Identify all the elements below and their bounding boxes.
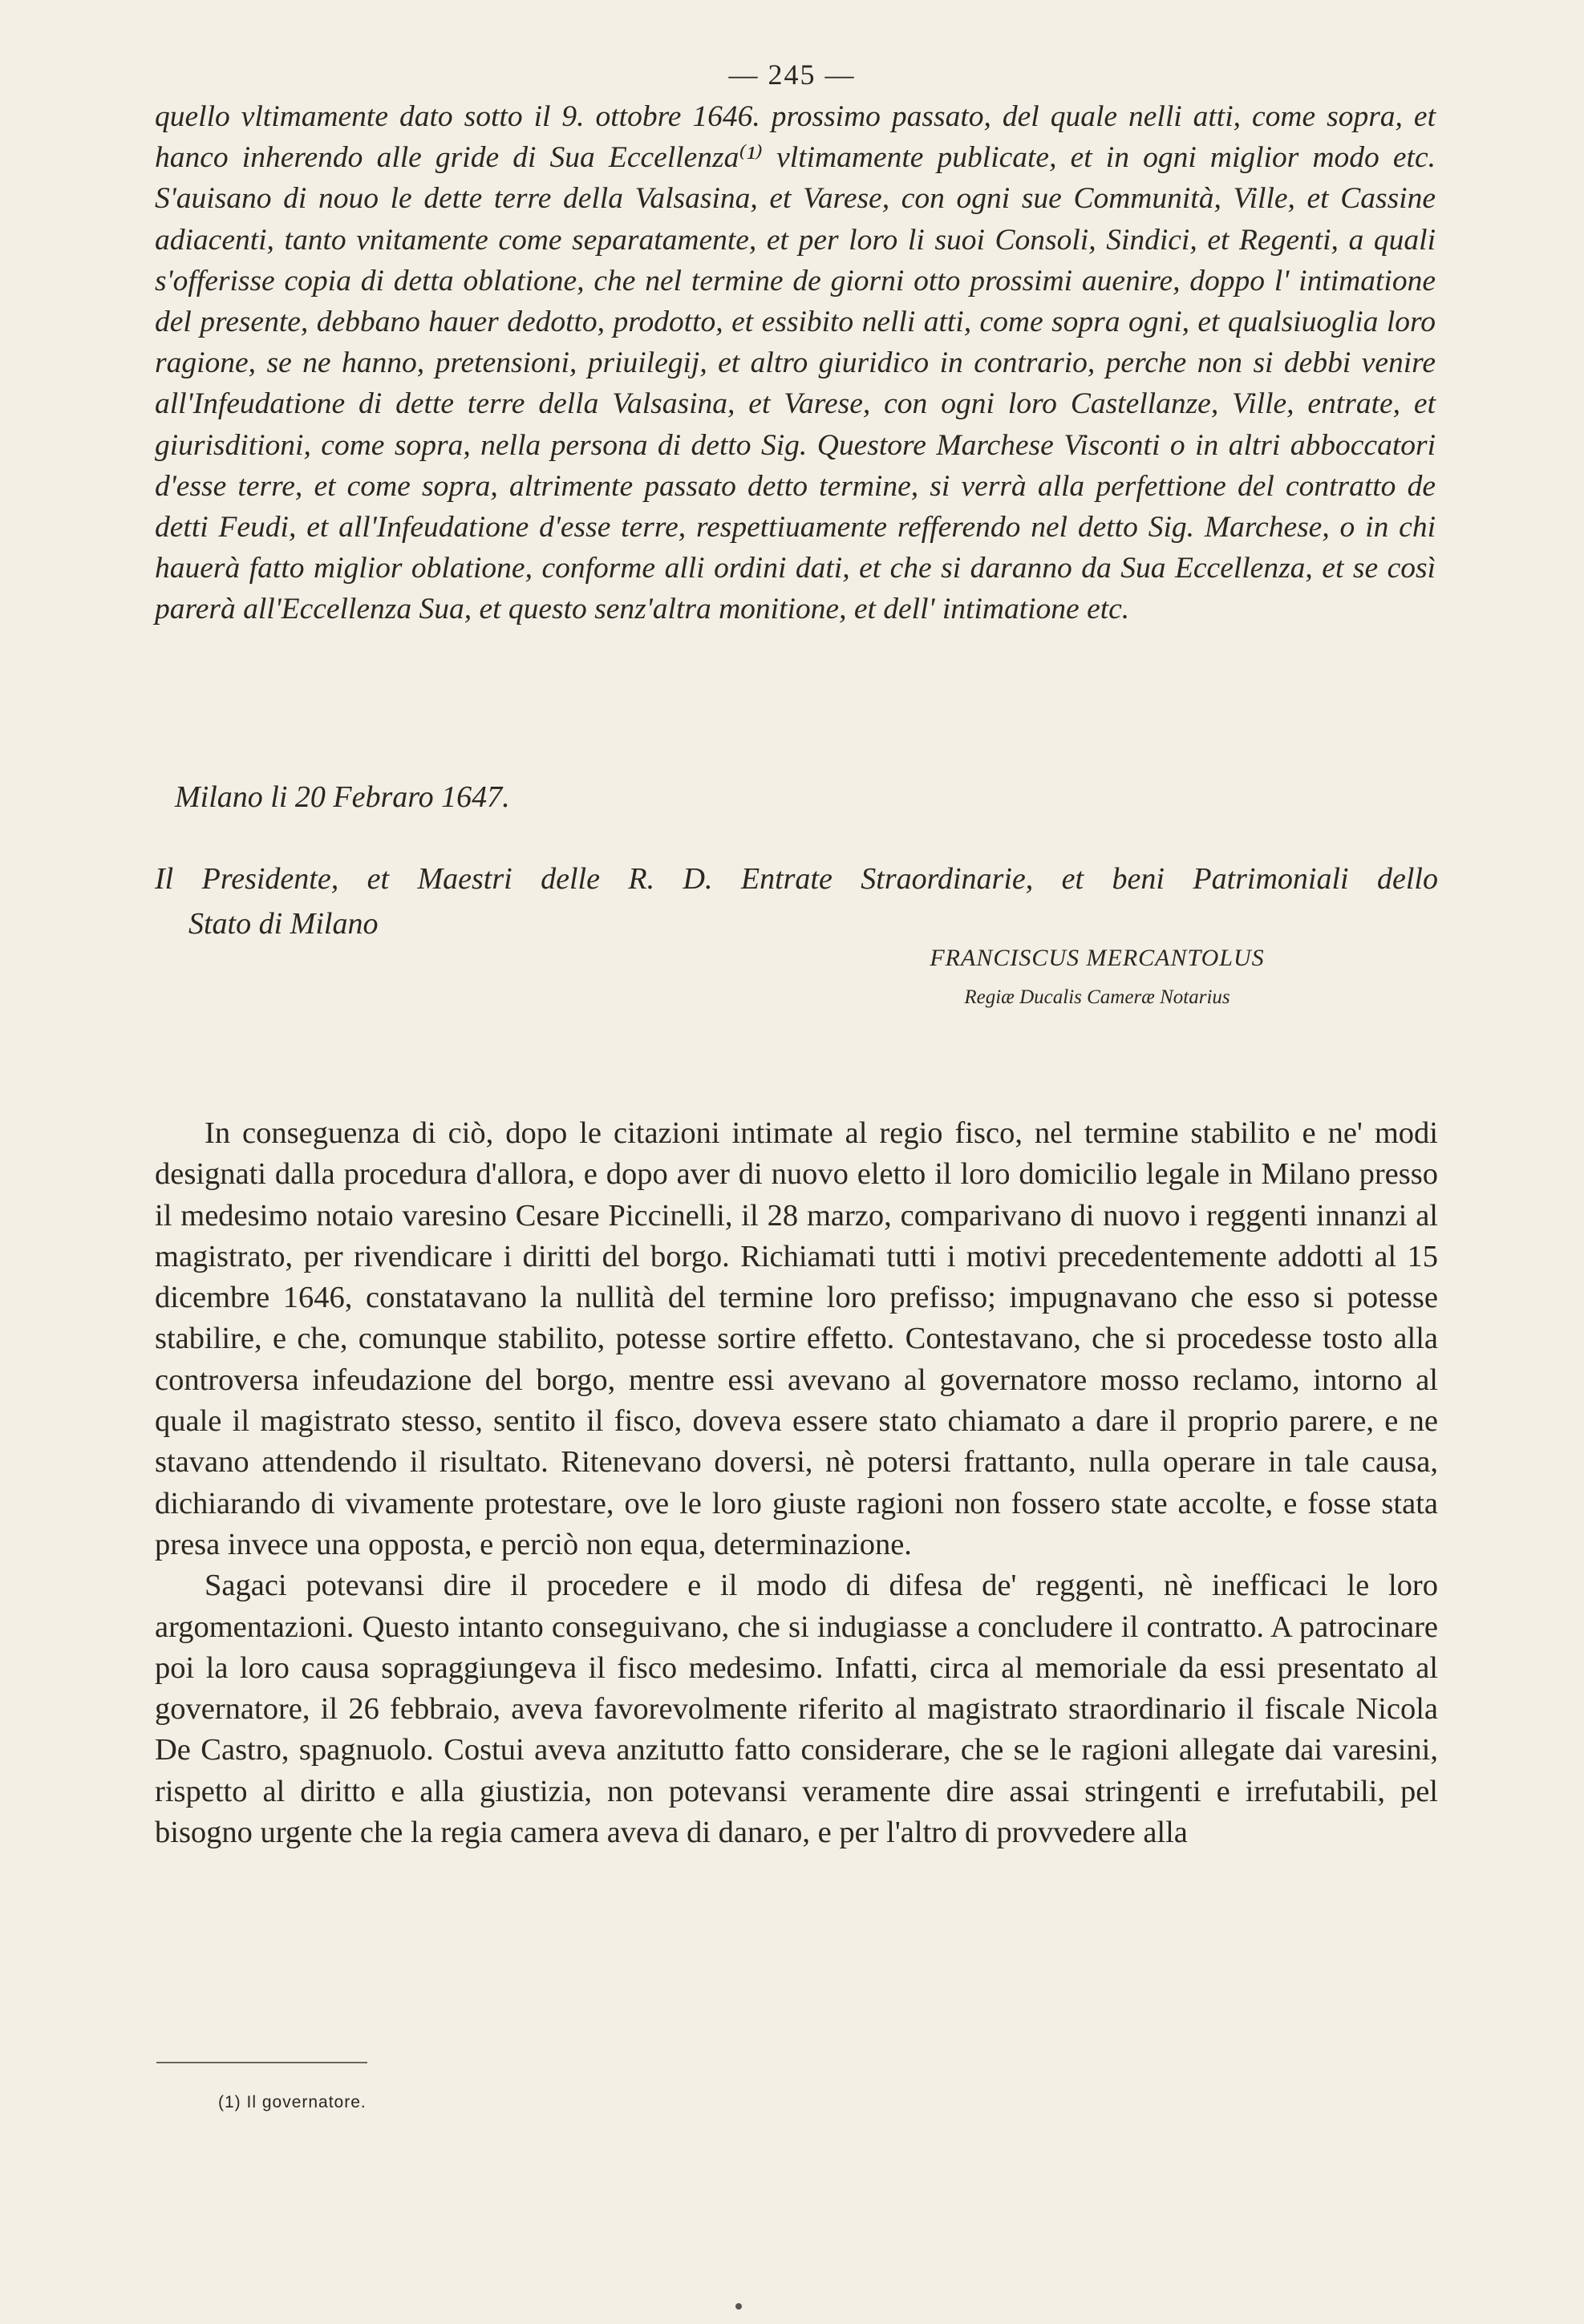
notary-name: FRANCISCUS MERCANTOLUS [930,945,1265,971]
body-text [155,1113,1438,1853]
decree-text [155,96,1436,630]
authority-line-1: Il Presidente, et Maestri delle R. D. Entrate Straordinarie, et beni Patrimoniali dello [155,862,1438,896]
decree-paragraph: quello vltimamente dato sotto il 9. ottobre 1646. prossimo passato, del quale nelli atti, come sopra, et hanco inherendo alle gride di Sua Eccellenza⁽¹⁾ vltimamente publicate, et in ogni miglior modo etc. S'auisano di nouo le dette terre della Valsasina, et Varese, con ogni sue Communità, Ville, et Cassine adiacenti, tanto vnitamente come separatamente, et per loro li suoi Consoli, Sindici, et Regenti, a quali s'offerisse copia di detta oblatione, che nel termine de giorni otto prossimi auenire, doppo l' intimatione del presente, debbano hauer dedotto, prodotto, et essibito nelli atti, come sopra ogni, et qualsiuoglia loro ragione, se ne hanno, pretensioni, priuilegij, et altro giuridico in contrario, perche non si debbi venire all'Infeudatione di dette terre della Valsasina, et Varese, con ogni loro Castellanze, Ville, entrate, et giurisditioni, come sopra, nella persona di detto Sig. Questore Marchese Visconti o in altri abboccatori d'esse terre, et come sopra, altrimente passato detto termine, si verrà alla perfettione del contratto de detti Feudi, et all'Infeudatione d'esse terre, respettiuamente refferendo nel detto Sig. Marchese, o in chi hauerà fatto miglior oblatione, conforme alli ordini dati, et che si daranno da Sua Eccellenza, et se così parerà all'Eccellenza Sua, et questo senz'altra monitione, et dell' intimatione etc. [155,100,1436,626]
authority-line-2: Stato di Milano [188,907,379,941]
notary-title: Regiæ Ducalis Cameræ Notarius [964,986,1230,1008]
decree-dateline: Milano li 20 Febraro 1647. [175,780,510,814]
footnote: (1) Il governatore. [218,2093,367,2111]
body-paragraph-1: In conseguenza di ciò, dopo le citazioni intimate al regio fisco, nel termine stabilito e ne' modi designati dalla procedura d'allora, e dopo aver di nuovo eletto il loro domicilio legale in Milano presso il medesimo notaio varesino Cesare Piccinelli, il 28 marzo, comparivano di nuovo i reggenti innanzi al magistrato, per rivendicare i diritti del borgo. Richiamati tutti i motivi precedentemente addotti al 15 dicembre 1646, constatavano la nullità del termine loro prefisso; impugnavano che esso si potesse stabilire, e che, comunque stabilito, potesse sortire effetto. Contestavano, che si procedesse tosto alla controversa infeudazione del borgo, mentre essi avevano al governatore mosso reclamo, intorno al quale il magistrato stesso, sentito il fisco, doveva essere stato chiamato a dare il proprio parere, e ne stavano attendendo il risultato. Ritenevano doversi, nè potersi frattanto, nulla operare in tale causa, dichiarando di vivamente protestare, ove le loro giuste ragioni non fossero state accolte, e fosse stata presa invece una opposta, e perciò non equa, determinazione. [155,1116,1438,1561]
stray-dot [735,2303,742,2310]
footnote-rule [156,2062,367,2063]
body-paragraph-2: Sagaci potevansi dire il procedere e il modo di difesa de' reggenti, nè inefficaci le loro argomentazioni. Questo intanto conseguivano, che si indugiasse a concludere il contratto. A patrocinare poi la loro causa sopraggiungeva il fisco medesimo. Infatti, circa al memoriale da essi presentato al governatore, il 26 febbraio, aveva favorevolmente riferito al magistrato straordinario il fiscale Nicola De Castro, spagnuolo. Costui aveva anzitutto fatto considerare, che se le ragioni allegate dai varesini, rispetto al diritto e alla giustizia, non potevansi veramente dire assai stringenti e irrefutabili, pel bisogno urgente che la regia camera aveva di danaro, e per l'altro di provvedere alla [155,1569,1438,1850]
decree-authority [155,856,1438,946]
page-number: — 245 — [728,59,856,91]
